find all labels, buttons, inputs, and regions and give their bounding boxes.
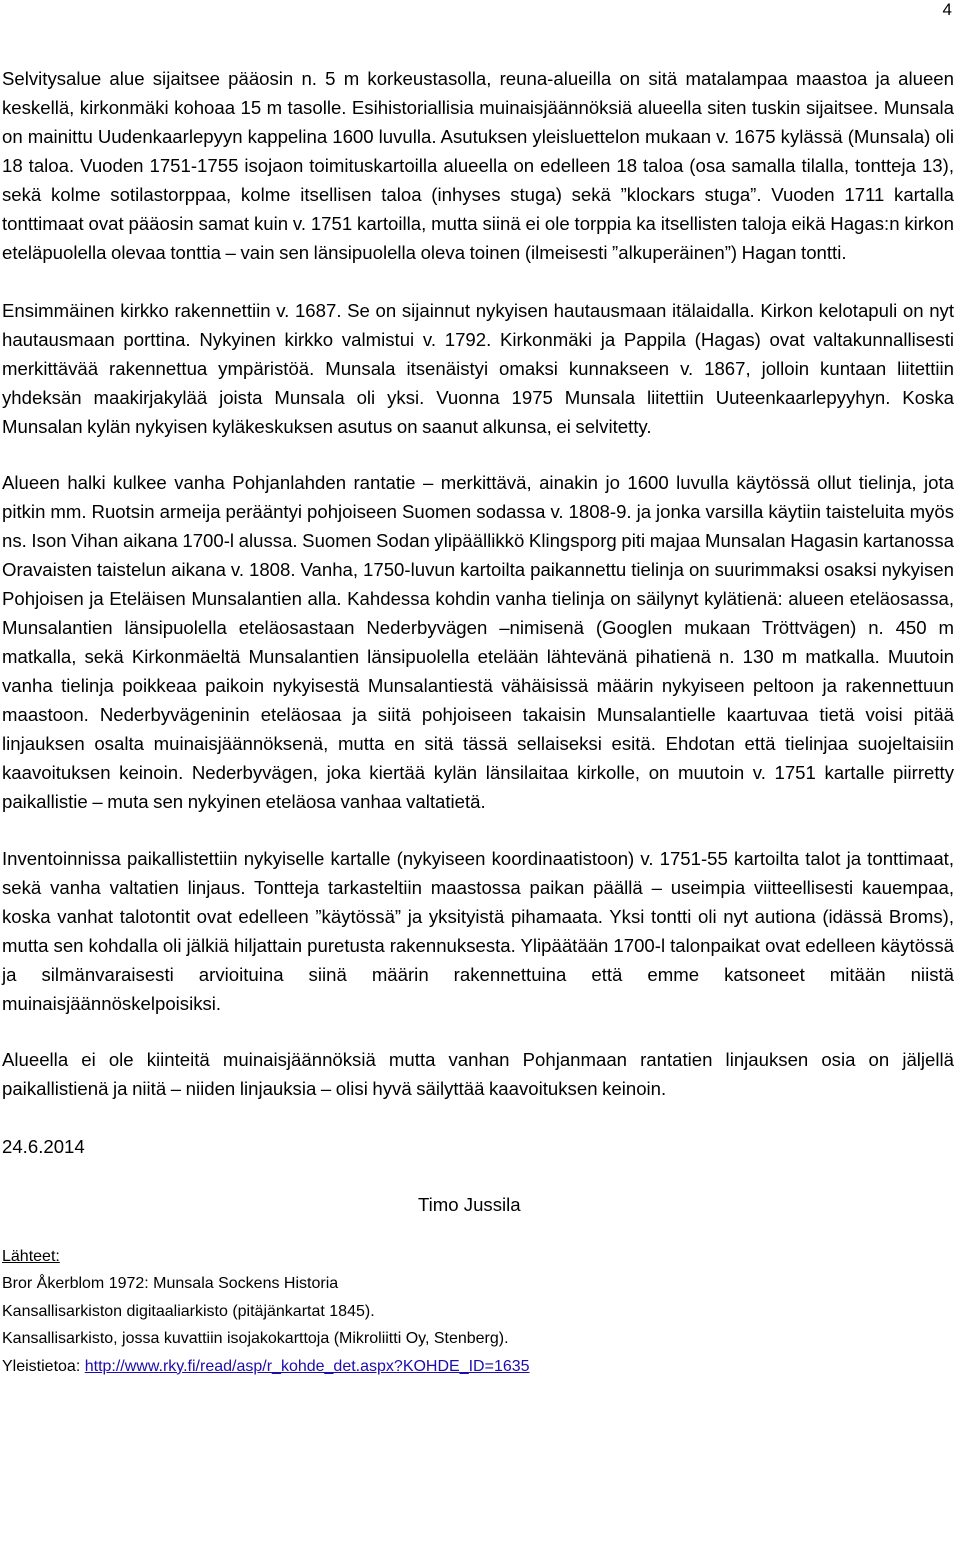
general-info-link[interactable]: http://www.rky.fi/read/asp/r_kohde_det.aspx?KOHDE_ID=1635 [84,1357,530,1375]
source-item: Bror Åkerblom 1972: Munsala Sockens Historia [2,1275,339,1292]
paragraph-conclusion: Alueella ei ole kiinteitä muinaisjäännöksiä mutta vanhan Pohjanmaan rantatien linjauksen osia on jäljellä paikallistienä ja niitä – niiden linjauksia – olisi hyvä säilyttää kaavoituksen keinoin. [2,1049,954,1099]
paragraph-inventory: Inventoinnissa paikallistettiin nykyiselle kartalle (nykyiseen koordinaatistoon) v. 1751-55 kartoilta talot ja tonttimaat, sekä vanha valtatien linjaus. Tontteja tarkasteltiin maastossa paikan päällä – useimpia viitteellisesti kauempaa, koska vanhat talotontit ovat edelleen ”käytössä” ja yksityistä pihamaata. Yksi tontti oli nyt autiona (idässä Broms), mutta sen kohdalla oli jälkiä hiljattain puretusta rakennuksesta. Ylipäätään 1700-l talonpaikat ovat edelleen käytössä ja silmänvaraisesti arvioituina siinä määrin rakennettuina että emme katsoneet mitään niistä muinaisjäännöskelpoisiksi. [2,848,954,1014]
page-number: 4 [942,0,952,19]
general-info-label: Yleistietoa: [2,1357,85,1375]
source-general-info [2,1353,954,1381]
source-item: Kansallisarkiston digitaaliarkisto (pitäjänkartat 1845). [2,1302,375,1320]
document-date: 24.6.2014 [2,1136,85,1157]
paragraph-old-coastal-road: Alueen halki kulkee vanha Pohjanlahden rantatie – merkittävä, ainakin jo 1600 luvulla käytössä ollut tielinja, jota pitkin mm. Ruotsin armeija perääntyi pohjoiseen Suomen sodassa v. 1808-9. ja jonka varsilla käytiin taisteluita myös ns. Ison Vihan aikana 1700-l alussa. Suomen Sodan ylipäällikkö Klingsporg piti majaa Munsalan Hagasin kartanossa Oravaisten taistelun aikana v. 1808. Vanha, 1750-luvun kartoilta paikannettu tielinja on suurimmaksi osaksi nykyisen Pohjoisen ja Eteläisen Munsalantien alla. Kahdessa kohdin vanha tielinja on säilynyt kylätienä: alueen eteläosassa, Munsalantien länsipuolella eteläosastaan Nederbyvägen –nimisenä (Googlen mukaan Tröttvägen) n. 450 m matkalla, sekä Kirkonmäeltä Munsalantien länsipuolella etelään lähtevänä pihatienä n. 130 m matkalla. Muutoin vanha tielinja poikkeaa paikoin nykyisestä Munsalantiestä vähäisissä määrin nykyiseen peltoon ja rakennettuun maastoon. Nederbyvägeninin eteläosaa ja siitä pohjoiseen takaisin Munsalantielle kaartuvaa tietä voisi pitää linjauksen osalta muinaisjäännöksenä, mutta en sitä tässä sellaiseksi esitä. Ehdotan että tielinjaa suojeltaisiin kaavoituksen keinoin. Nederbyvägen, joka kiertää kylän länsilaitaa kirkolle, on muutoin v. 1751 kartalle piirretty paikallistie – muta sen nykyinen eteläosa vanhaa valtatietä. [2,472,954,812]
author-signature: Timo Jussila [418,1194,521,1215]
source-item: Kansallisarkisto, jossa kuvattiin isojakokarttoja (Mikroliitti Oy, Stenberg). [2,1330,509,1347]
document-body [2,64,954,1380]
sources-heading: Lähteet: [2,1248,60,1265]
paragraph-church-history: Ensimmäinen kirkko rakennettiin v. 1687. Se on sijainnut nykyisen hautausmaan itälaidalla. Kirkon kelotapuli on nyt hautausmaan porttina. Nykyinen kirkko valmistui v. 1792. Kirkonmäki ja Pappila (Hagas) ovat valtakunnallisesti merkittävää rakennettua ympäristöä. Munsala itsenäistyi omaksi kunnakseen v. 1867, jolloin kuntaan liitettiin yhdeksän maakirjakylää joista Munsala oli yksi. Vuonna 1975 Munsala liitettiin Uuteenkaarlepyyhyn. Koska Munsalan kylän nykyisen kyläkeskuksen asutus on saanut alkunsa, ei selvitetty. [2,300,954,437]
paragraph-study-area: Selvitysalue alue sijaitsee pääosin n. 5 m korkeustasolla, reuna-alueilla on sitä matalampaa maastoa ja alueen keskellä, kirkonmäki kohoaa 15 m tasolle. Esihistoriallisia muinaisjäännöksiä alueella siten tuskin sijaitsee. Munsala on mainittu Uudenkaarlepyyn kappelina 1600 luvulla. Asutuksen yleisluettelon mukaan v. 1675 kylässä (Munsala) oli 18 taloa. Vuoden 1751-1755 isojaon toimituskartoilla alueella on edelleen 18 taloa (osa samalla tilalla, tontteja 13), sekä kolme sotilastorppaa, kolme itsellisen taloa (inhyses stuga) sekä ”klockars stuga”. Vuoden 1711 kartalla tonttimaat ovat pääosin samat kuin v. 1751 kartoilla, mutta siinä ei ole torppia ka itsellisten taloja eikä Hagas:n kirkon eteläpuolella olevaa tonttia – vain sen länsipuolella oleva toinen (ilmeisesti ”alkuperäinen”) Hagan tontti. [2,68,954,263]
